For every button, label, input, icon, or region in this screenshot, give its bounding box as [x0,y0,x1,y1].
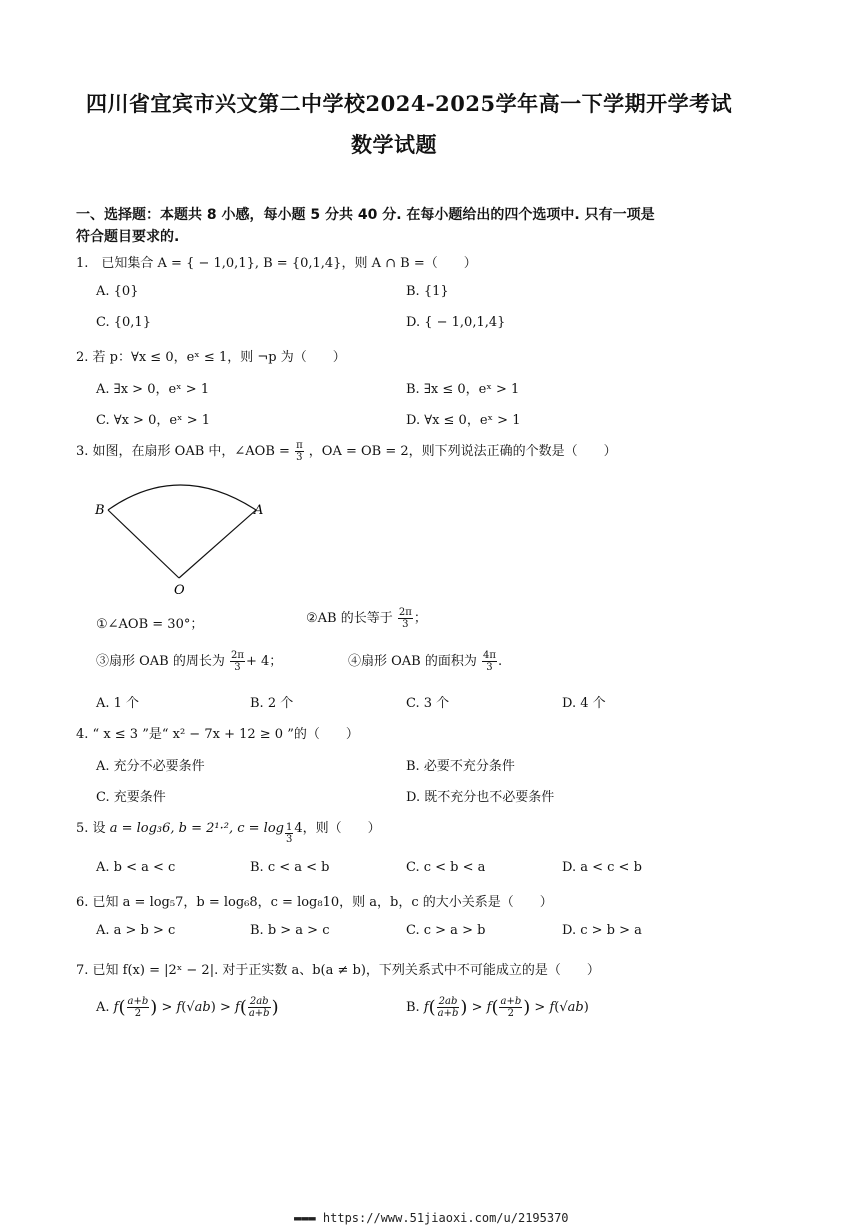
question-7-stem: 7. 已知 f(x) = |2ˣ − 2|. 对于正实数 a、b(a ≠ b)，下列关系式中不可能成立的是（ ） [76,963,600,978]
sector-figure [90,470,280,600]
q3-angle-fraction [295,440,304,463]
q4-option-b: B. 必要不充分条件 [406,759,515,774]
q4-option-c: C. 充要条件 [96,790,166,805]
q7-a-f1: f [113,1000,119,1015]
q3-statement-1: ①∠AOB = 30°； [96,617,204,632]
q3-statement-4 [348,650,502,673]
section-heading-cont: 符合题目要求的. [76,229,180,245]
q3-s4-prefix: ④扇形 OAB 的面积为 [348,654,477,669]
q4-option-a: A. 充分不必要条件 [96,759,205,774]
q3-s2-prefix: ②AB 的长等于 [306,611,393,626]
q3-s3-den: 3 [234,662,241,673]
q3-s3-suffix: + 4； [245,654,283,669]
question-4-stem: 4. “ x ≤ 3 ”是“ x² − 7x + 12 ≥ 0 ”的（ ） [76,727,359,742]
q2-option-c: C. ∀x > 0，eˣ > 1 [96,413,210,428]
q7-b-gt1: > [471,1000,483,1015]
question-3-stem [76,440,617,463]
q7-option-b: B. f( $\frac{2ab}{a+b}$ ) > f( $\frac{a+b}{2}$ ) > f(√ab) [406,996,589,1019]
q3-statement-2 [306,607,427,630]
q7-a-sqrt: √ab [186,1000,211,1015]
q7-b-frac1 [437,996,460,1019]
q3-stem-prefix: 3. 如图，在扇形 OAB 中，∠AOB = [76,444,290,459]
q7-b-f3: f [549,1000,555,1015]
q2-option-a: A. ∃x > 0，eˣ > 1 [96,382,210,397]
q7-a-gt1: > [161,1000,173,1015]
q7-a-gt2: > [219,1000,231,1015]
q5-option-b: B. c < a < b [250,860,330,875]
q3-s4-num: 4π [483,650,496,661]
q3-s2-den: 3 [402,619,409,630]
exam-subtitle: 数学试题 [351,132,437,157]
q5-base-num: 1 [285,822,293,833]
question-5-stem [76,817,381,845]
sector-radius-ob [108,510,179,578]
q3-s2-fraction [398,607,413,630]
q7-a-f3: f [235,1000,240,1015]
q5-option-d: D. a < c < b [562,860,642,875]
q3-option-c: C. 3 个 [406,696,450,711]
q7-a-frac1-den: 2 [134,1008,142,1019]
q7-a-frac1-num: a+b [127,996,149,1007]
footer-url[interactable]: ▬▬▬ https://www.51jiaoxi.com/u/2195370 [294,1211,569,1225]
q7-a-frac2-den: a+b [248,1008,270,1019]
label-o: O [174,583,185,598]
question-1-stem: 1. 已知集合 A = { − 1,0,1}, B = {0,1,4}，则 A ∩ B =（ ） [76,256,477,271]
label-b: B [95,503,105,518]
q4-option-d: D. 既不充分也不必要条件 [406,790,555,805]
question-2-stem: 2. 若 p：∀x ≤ 0，eˣ ≤ 1，则 ¬p 为（ ） [76,350,346,365]
q7-b-frac1-num: 2ab [437,996,460,1008]
q7-b-frac2-den: 2 [507,1008,515,1019]
q6-option-c: C. c > a > b [406,923,486,938]
q6-option-b: B. b > a > c [250,923,330,938]
q5-stem-tail: 4，则（ ） [294,821,381,836]
q7-b-frac2-num: a+b [500,996,522,1007]
q7-b-sqrt: √ab [559,1000,584,1015]
q3-option-b: B. 2 个 [250,696,294,711]
q1-option-b: B. {1} [406,284,449,299]
q3-option-d: D. 4 个 [562,696,606,711]
q7-option-a: A. f( $\frac{a+b}{2}$ ) > f(√ab) > f( $\frac{2ab}{a+b}$ ) [96,996,279,1019]
q7-a-frac1 [127,996,150,1019]
q3-s3-num: 2π [231,650,244,661]
q3-s3-fraction [230,650,245,673]
q3-statement-3 [96,650,282,673]
q5-log-base [285,822,293,845]
q3-s4-fraction [482,650,497,673]
q7-b-f1: f [423,1000,429,1015]
q1-option-a: A. {0} [96,284,139,299]
q3-frac-den: 3 [296,452,303,463]
section-heading: 一、选择题：本题共 8 小感，每小题 5 分共 40 分. 在每小题给出的四个选项中. 只有一项是 [76,207,655,223]
q5-option-c: C. c < b < a [406,860,486,875]
sector-radius-oa [179,510,256,578]
q1-option-d: D. { − 1,0,1,4} [406,315,506,330]
q2-option-b: B. ∃x ≤ 0，eˣ > 1 [406,382,520,397]
q2-option-d: D. ∀x ≤ 0，eˣ > 1 [406,413,521,428]
q7-a-f2: f [176,1000,182,1015]
q1-option-c: C. {0,1} [96,315,151,330]
q7-a-frac2 [248,996,271,1019]
label-a: A [254,503,264,518]
q5-base-den: 3 [285,834,293,845]
q3-stem-suffix: ，OA = OB = 2，则下列说法正确的个数是（ ） [308,444,617,459]
q3-s2-suffix: ； [413,611,427,626]
sector-arc [108,485,256,510]
q7-b-f2: f [486,1000,492,1015]
q3-frac-num: π [296,440,303,451]
q7-b-gt2: > [534,1000,546,1015]
q6-option-a: A. a > b > c [96,923,176,938]
q3-s2-num: 2π [398,607,412,618]
q5-option-a: A. b < a < c [96,860,176,875]
q6-option-d: D. c > b > a [562,923,642,938]
exam-title: 四川省宜宾市兴文第二中学校2024-2025学年高一下学期开学考试 [86,91,733,116]
q7-a-frac2-num: 2ab [248,996,271,1008]
q7-b-prefix: B. [406,1000,420,1015]
q5-stem-math: a = log₃6, b = 2¹·², c = log [109,821,284,836]
q7-b-frac1-den: a+b [437,1008,459,1019]
q3-s3-prefix: ③扇形 OAB 的周长为 [96,654,225,669]
q3-option-a: A. 1 个 [96,696,140,711]
q5-stem-prefix: 5. 设 [76,821,106,836]
q7-b-frac2 [499,996,522,1019]
q3-s4-suffix: . [497,654,503,669]
q7-a-prefix: A. [96,1000,110,1015]
question-6-stem: 6. 已知 a = log₅7，b = log₆8，c = log₈10，则 a，b，c 的大小关系是（ ） [76,895,553,910]
q3-s4-den: 3 [486,662,493,673]
